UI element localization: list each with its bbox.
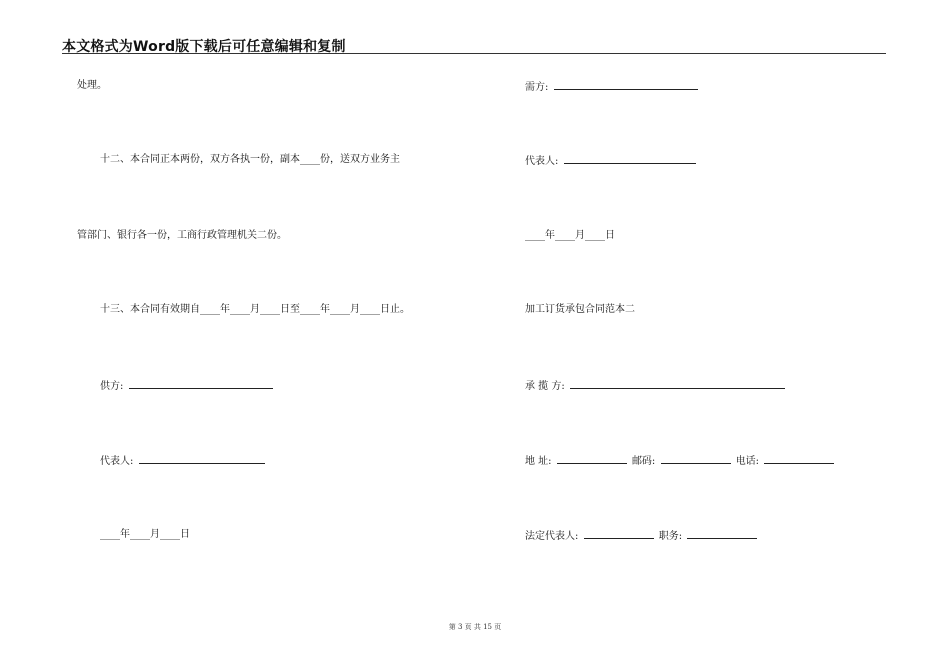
supplier-rep-field xyxy=(100,454,267,468)
clause-twelve-line-2: 管部门、银行各一份，工商行政管理机关二份。 xyxy=(77,230,287,241)
demand-date-line: ____年____月____日 xyxy=(525,230,615,241)
demand-field xyxy=(525,80,700,94)
demand-rep-blank xyxy=(564,154,696,164)
supplier-rep-blank xyxy=(139,454,265,464)
clause-thirteen: 十三、本合同有效期自____年____月____日至____年____月____日止。 xyxy=(100,304,410,315)
supplier-label: 供方: xyxy=(100,381,124,392)
demand-blank xyxy=(554,80,698,90)
section-title-contract-two: 加工订货承包合同范本二 xyxy=(525,304,635,315)
supplier-date-line: ____年____月____日 xyxy=(100,529,190,540)
legal-rep-row xyxy=(525,529,759,543)
contractor-blank xyxy=(570,379,785,389)
position-label: 职务: xyxy=(658,531,683,542)
postcode-blank xyxy=(661,454,731,464)
phone-label: 电话: xyxy=(735,456,760,467)
document-header-title: 本文格式为Word版下载后可任意编辑和复制 xyxy=(62,39,346,55)
demand-label: 需方: xyxy=(525,82,549,93)
page-footer: 第 3 页 共 15 页 xyxy=(448,623,502,631)
phone-blank xyxy=(764,454,834,464)
address-row xyxy=(525,454,836,468)
contractor-label: 承 揽 方: xyxy=(525,381,565,392)
header-divider xyxy=(62,53,886,54)
clause-twelve-line-1: 十二、本合同正本两份，双方各执一份，副本____份，送双方业务主 xyxy=(100,154,400,165)
postcode-label: 邮码: xyxy=(631,456,656,467)
position-blank xyxy=(687,529,757,539)
text-line-handling: 处理。 xyxy=(77,80,107,91)
supplier-blank xyxy=(129,379,273,389)
supplier-rep-label: 代表人: xyxy=(100,456,134,467)
address-label: 地 址: xyxy=(525,456,552,467)
demand-rep-field xyxy=(525,154,698,168)
supplier-field xyxy=(100,379,275,393)
legal-rep-label: 法定代表人: xyxy=(525,531,579,542)
demand-rep-label: 代表人: xyxy=(525,156,559,167)
contractor-field xyxy=(525,379,787,393)
legal-rep-blank xyxy=(584,529,654,539)
address-blank xyxy=(557,454,627,464)
